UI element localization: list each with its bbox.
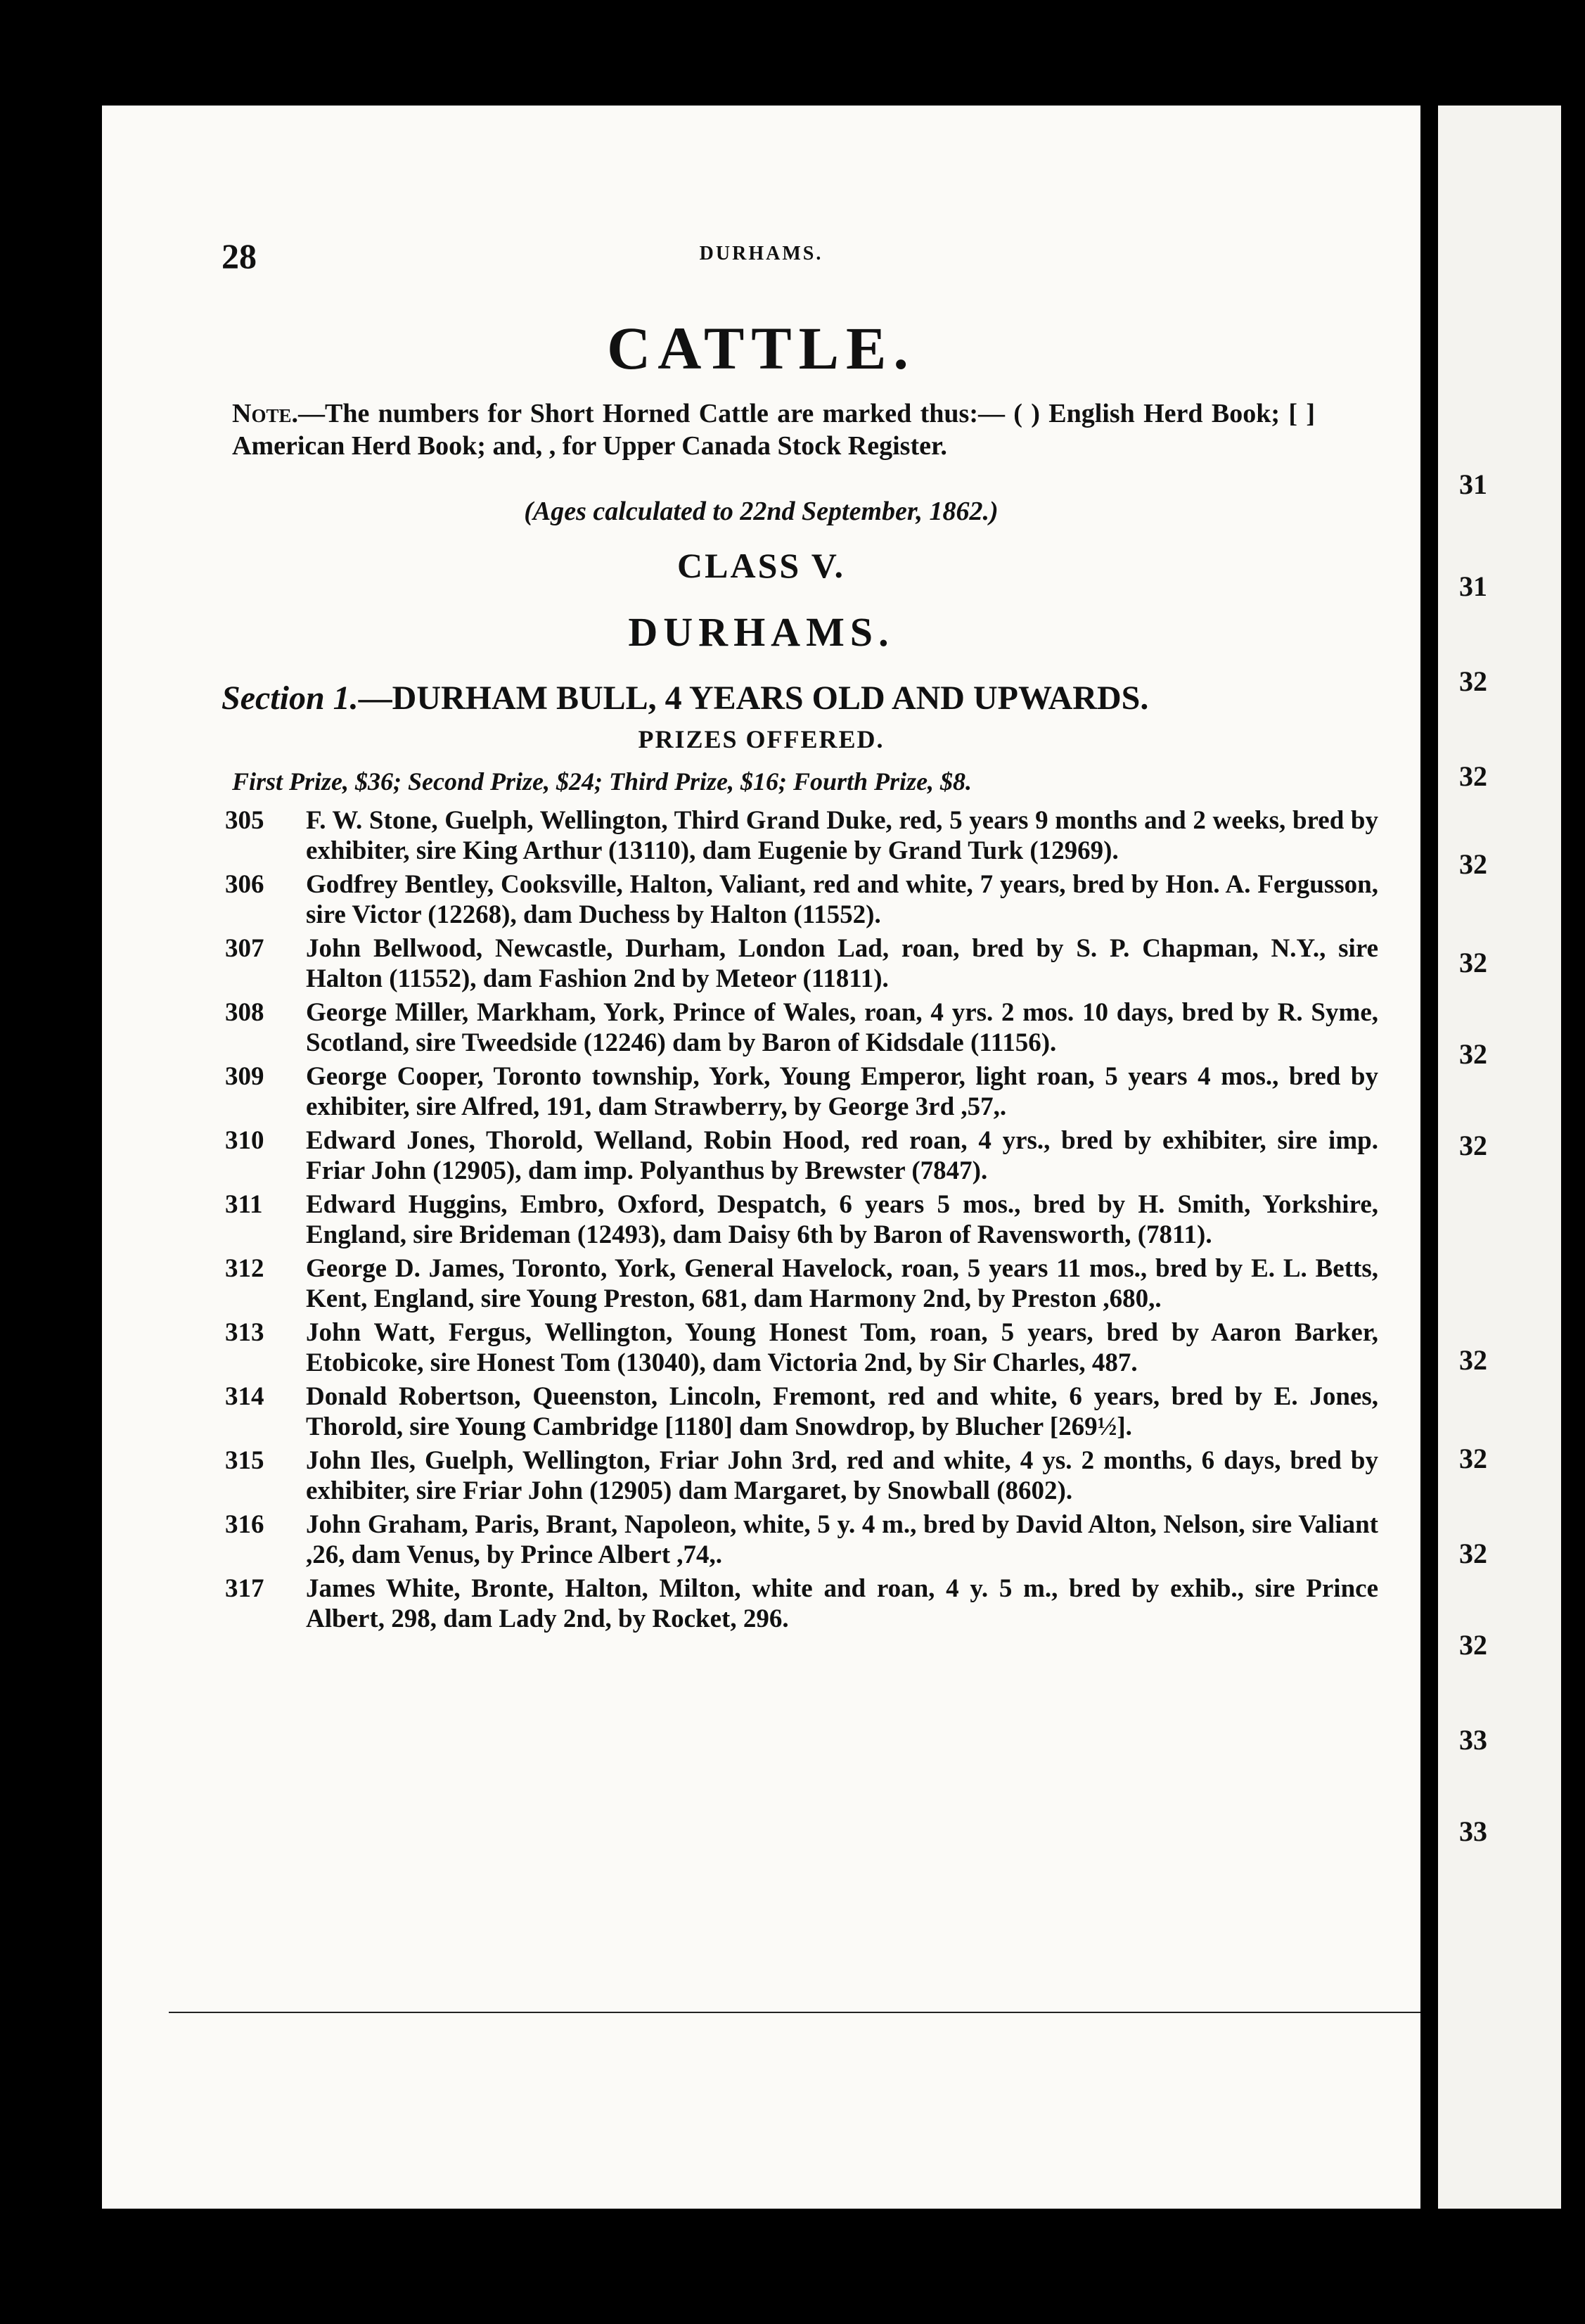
entry (225, 1573, 1378, 1634)
page-number: 28 (222, 236, 257, 276)
entry (225, 869, 1378, 930)
edge-number: 33 (1459, 1724, 1487, 1756)
entry (225, 1253, 1378, 1314)
section-label: Section 1. (222, 679, 359, 717)
note-paragraph (232, 397, 1315, 462)
entry-text: George Cooper, Toronto township, York, Young Emperor, light roan, 5 years 4 mos., bred by exhibiter, sire Alfred, 191, dam Strawberry, by George 3rd ,57,. (306, 1062, 1378, 1121)
entry-number: 317 (225, 1574, 264, 1603)
entry-list (225, 805, 1378, 1637)
entry-number: 314 (225, 1382, 264, 1411)
page (102, 106, 1420, 2209)
edge-number: 33 (1459, 1815, 1487, 1847)
entry-number: 307 (225, 934, 264, 963)
entry-text: John Watt, Fergus, Wellington, Young Honest Tom, roan, 5 years, bred by Aaron Barker, Etobicoke, sire Honest Tom (13040), dam Victoria 2nd, by Sir Charles, 487. (306, 1318, 1378, 1377)
entry-number: 313 (225, 1318, 264, 1347)
entry (225, 997, 1378, 1058)
entry-number: 310 (225, 1126, 264, 1155)
note-text: —The numbers for Short Horned Cattle are marked thus:— ( ) English Herd Book; [ ] American Herd Book; and, , for Upper Canada Stock Register. (232, 399, 1315, 461)
entry-text: Edward Jones, Thorold, Welland, Robin Hood, red roan, 4 yrs., bred by exhibiter, sire imp. Friar John (12905), dam imp. Polyanthus by Brewster (7847). (306, 1126, 1378, 1185)
page-title: CATTLE. (607, 314, 916, 382)
running-head: DURHAMS. (699, 243, 823, 264)
entry-text: James White, Bronte, Halton, Milton, white and roan, 4 y. 5 m., bred by exhib., sire Prince Albert, 298, dam Lady 2nd, by Rocket, 296. (306, 1574, 1378, 1633)
entry-text: George Miller, Markham, York, Prince of Wales, roan, 4 yrs. 2 mos. 10 days, bred by R. Syme, Scotland, sire Tweedside (12246) dam by Baron of Kidsdale (11156). (306, 998, 1378, 1057)
entry (225, 1509, 1378, 1570)
edge-number: 32 (1459, 1538, 1487, 1569)
entry-number: 308 (225, 998, 264, 1027)
ages-note: (Ages calculated to 22nd September, 1862.) (524, 497, 999, 526)
page-gutter (1420, 67, 1438, 2254)
edge-number: 32 (1459, 1344, 1487, 1376)
entry (225, 1445, 1378, 1506)
edge-number: 32 (1459, 1629, 1487, 1661)
entry-text: Edward Huggins, Embro, Oxford, Despatch, 6 years 5 mos., bred by H. Smith, Yorkshire, England, sire Brideman (12493), dam Daisy 6th by Baron of Ravensworth, (7811). (306, 1190, 1378, 1249)
entry-text: F. W. Stone, Guelph, Wellington, Third Grand Duke, red, 5 years 9 months and 2 weeks, bred by exhibiter, sire King Arthur (13110), dam Eugenie by Grand Turk (12969). (306, 806, 1378, 865)
entry-number: 305 (225, 806, 264, 835)
entry-number: 306 (225, 870, 264, 899)
entry (225, 1381, 1378, 1442)
edge-number: 32 (1459, 1130, 1487, 1161)
class-heading: CLASS V. (677, 546, 845, 585)
entry (225, 1061, 1378, 1122)
entry-text: Donald Robertson, Queenston, Lincoln, Fremont, red and white, 6 years, bred by E. Jones, Thorold, sire Young Cambridge [1180] dam Snowdrop, by Blucher [269½]. (306, 1382, 1378, 1441)
entry (225, 933, 1378, 994)
prize-amounts: First Prize, $36; Second Prize, $24; Third Prize, $16; Fourth Prize, $8. (232, 767, 973, 796)
entry (225, 805, 1378, 866)
edge-number: 32 (1459, 947, 1487, 978)
edge-number: 32 (1459, 1443, 1487, 1474)
breed-heading: DURHAMS. (628, 609, 894, 655)
edge-number: 32 (1459, 760, 1487, 792)
entry (225, 1317, 1378, 1378)
prizes-heading: PRIZES OFFERED. (638, 725, 885, 753)
entry-text: John Iles, Guelph, Wellington, Friar John 3rd, red and white, 4 ys. 2 months, 6 days, bred by exhibiter, sire Friar John (12905) dam Margaret, by Snowball (8602). (306, 1446, 1378, 1505)
section-title: —DURHAM BULL, 4 YEARS OLD AND UPWARDS. (358, 679, 1149, 717)
entry (225, 1125, 1378, 1186)
edge-number: 32 (1459, 1038, 1487, 1070)
entry-number: 309 (225, 1062, 264, 1091)
edge-number: 31 (1459, 570, 1487, 602)
entry (225, 1189, 1378, 1250)
edge-number: 31 (1459, 468, 1487, 500)
note-label: Note. (232, 399, 298, 428)
entry-text: George D. James, Toronto, York, General Havelock, roan, 5 years 11 mos., bred by E. L. Betts, Kent, England, sire Young Preston, 681, dam Harmony 2nd, by Preston ,680,. (306, 1254, 1378, 1313)
bottom-rule (169, 2012, 1420, 2013)
facing-page-edge (1438, 106, 1561, 2209)
entry-number: 312 (225, 1254, 264, 1283)
section-heading (222, 679, 1389, 717)
entry-number: 311 (225, 1190, 263, 1219)
edge-number: 32 (1459, 665, 1487, 697)
edge-number: 32 (1459, 848, 1487, 880)
entry-text: Godfrey Bentley, Cooksville, Halton, Valiant, red and white, 7 years, bred by Hon. A. Fergusson, sire Victor (12268), dam Duchess by Halton (11552). (306, 870, 1378, 929)
entry-text: John Graham, Paris, Brant, Napoleon, white, 5 y. 4 m., bred by David Alton, Nelson, sire Valiant ,26, dam Venus, by Prince Albert ,74,. (306, 1510, 1378, 1569)
entry-number: 315 (225, 1446, 264, 1475)
entry-text: John Bellwood, Newcastle, Durham, London Lad, roan, bred by S. P. Chapman, N.Y., sire Halton (11552), dam Fashion 2nd by Meteor (11811). (306, 934, 1378, 993)
entry-number: 316 (225, 1510, 264, 1539)
